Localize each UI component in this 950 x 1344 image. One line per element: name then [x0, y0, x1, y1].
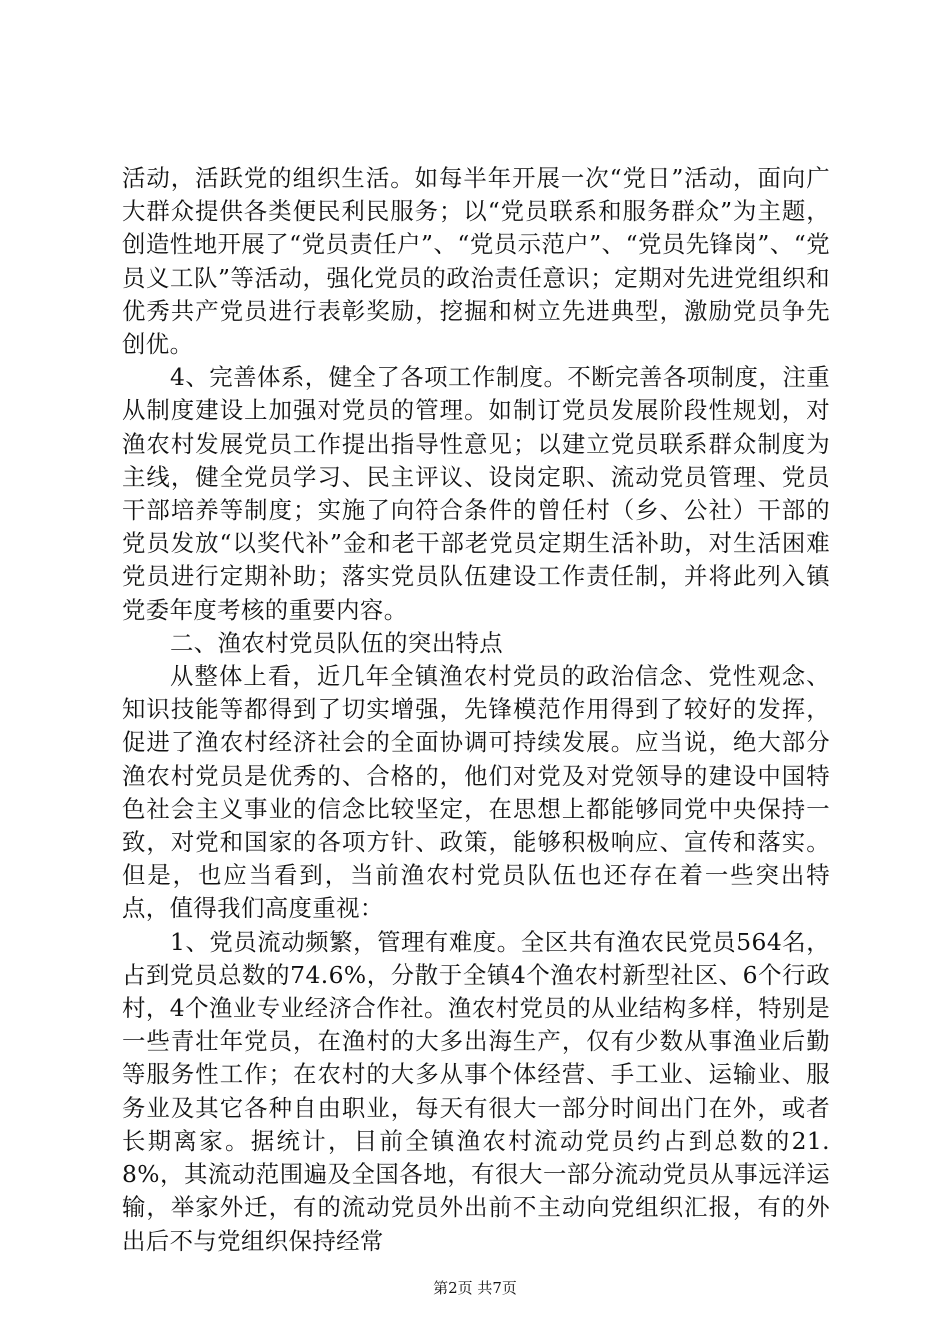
document-body: [122, 162, 830, 1258]
page-footer: 第2页 共7页: [433, 1279, 517, 1297]
paragraph-activities: 活动，活跃党的组织生活。如每半年开展一次“党日”活动，面向广大群众提供各类便民利民服务；以“党员联系和服务群众”为主题，创造性地开展了“党员责任户”、“党员示范户”、“党员先锋岗”、“党员义工队”等活动，强化党员的政治责任意识；定期对先进党组织和优秀共产党员进行表彰奖励，挖掘和树立先进典型，激励党员争先创优。: [122, 164, 830, 359]
paragraph-system-improvement: 4、完善体系，健全了各项工作制度。不断完善各项制度，注重从制度建设上加强对党员的管理。如制订党员发展阶段性规划，对渔农村发展党员工作提出指导性意见；以建立党员联系群众制度为主线，健全党员学习、民主评议、设岗定职、流动党员管理、党员干部培养等制度；实施了向符合条件的曾任村（乡、公社）干部的党员发放“以奖代补”金和老干部老党员定期生活补助，对生活困难党员进行定期补助；落实党员队伍建设工作责任制，并将此列入镇党委年度考核的重要内容。: [122, 363, 830, 624]
section-heading-features: 二、渔农村党员队伍的突出特点: [170, 628, 504, 657]
paragraph-member-mobility: 1、党员流动频繁，管理有难度。全区共有渔农民党员564名，占到党员总数的74.6%，分散于全镇4个渔农村新型社区、6个行政村，4个渔业专业经济合作社。渔农村党员的从业结构多样，特别是一些青壮年党员，在渔村的大多出海生产，仅有少数从事渔业后勤等服务性工作；在农村的大多从事个体经营、手工业、运输业、服务业及其它各种自由职业，每天有很大一部分时间出门在外，或者长期离家。据统计，目前全镇渔农村流动党员约占到总数的21.8%，其流动范围遍及全国各地，有很大一部分流动党员从事远洋运输，举家外迁，有的流动党员外出前不主动向党组织汇报，有的外出后不与党组织保持经常: [122, 927, 830, 1255]
paragraph-overall-view: 从整体上看，近几年全镇渔农村党员的政治信念、党性观念、知识技能等都得到了切实增强，先锋模范作用得到了较好的发挥，促进了渔农村经济社会的全面协调可持续发展。应当说，绝大部分渔农村党员是优秀的、合格的，他们对党及对党领导的建设中国特色社会主义事业的信念比较坚定，在思想上都能够同党中央保持一致，对党和国家的各项方针、政策，能够积极响应、宣传和落实。但是，也应当看到，当前渔农村党员队伍也还存在着一些突出特点，值得我们高度重视：: [122, 662, 830, 923]
